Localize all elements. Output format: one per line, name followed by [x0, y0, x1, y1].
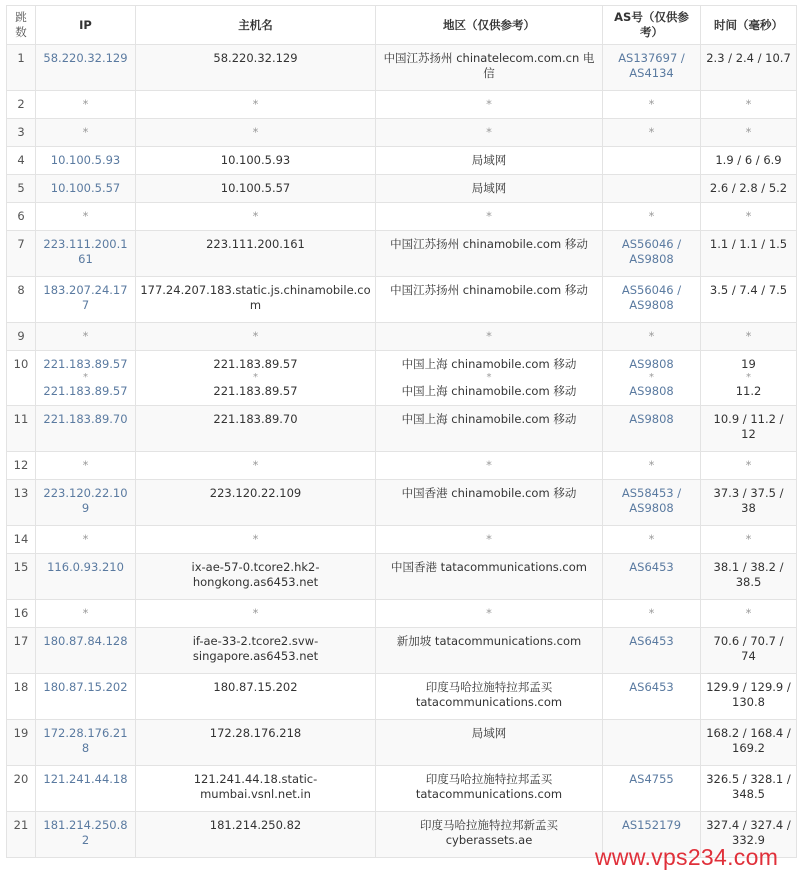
table-row — [7, 277, 797, 323]
table-row — [7, 119, 797, 147]
hostname-cell: * — [136, 600, 376, 628]
table-row — [7, 203, 797, 231]
hostname-cell-line: 221.183.89.57 — [213, 384, 298, 398]
latency-cell: 1.1 / 1.1 / 1.5 — [701, 231, 797, 277]
hostname-cell: 181.214.250.82 — [136, 812, 376, 858]
hostname-cell: * — [136, 323, 376, 351]
latency-cell: * — [701, 600, 797, 628]
table-row — [7, 554, 797, 600]
latency-cell: 37.3 / 37.5 / 38 — [701, 480, 797, 526]
asn-link — [603, 175, 701, 203]
ip-link: * — [36, 203, 136, 231]
latency-cell: 3.5 / 7.4 / 7.5 — [701, 277, 797, 323]
region-cell: * — [376, 600, 603, 628]
region-cell: * — [376, 452, 603, 480]
region-cell: * — [376, 119, 603, 147]
hostname-cell: * — [136, 203, 376, 231]
latency-cell: 327.4 / 327.4 / 332.9 — [701, 812, 797, 858]
ip-link: * — [36, 323, 136, 351]
hostname-cell-line: * — [253, 372, 258, 383]
latency-cell: 2.3 / 2.4 / 10.7 — [701, 45, 797, 91]
hostname-cell: 180.87.15.202 — [136, 674, 376, 720]
region-cell: 中国香港 chinamobile.com 移动 — [376, 480, 603, 526]
ip-link[interactable]: 180.87.15.202 — [36, 674, 136, 720]
asn-link[interactable]: AS152179 — [603, 812, 701, 858]
hop-number: 12 — [7, 452, 36, 480]
region-cell: 印度马哈拉施特拉邦孟买 tatacommunications.com — [376, 766, 603, 812]
table-row — [7, 323, 797, 351]
latency-cell-line: 11.2 — [735, 384, 762, 398]
ip-link: * — [36, 452, 136, 480]
ip-link[interactable]: 10.100.5.57 — [36, 175, 136, 203]
asn-link[interactable]: AS56046 / AS9808 — [603, 277, 701, 323]
asn-link — [603, 147, 701, 175]
hostname-cell: 223.120.22.109 — [136, 480, 376, 526]
latency-cell: 129.9 / 129.9 / 130.8 — [701, 674, 797, 720]
hop-number: 3 — [7, 119, 36, 147]
table-row — [7, 628, 797, 674]
hostname-cell: 121.241.44.18.static-mumbai.vsnl.net.in — [136, 766, 376, 812]
hop-number: 7 — [7, 231, 36, 277]
asn-link: * — [603, 323, 701, 351]
table-row — [7, 406, 797, 452]
ip-link: * — [36, 600, 136, 628]
region-cell: 中国上海 chinamobile.com 移动 — [376, 406, 603, 452]
hostname-cell: 10.100.5.93 — [136, 147, 376, 175]
table-row — [7, 766, 797, 812]
latency-cell-line: * — [746, 372, 751, 383]
ip-link-line: * — [83, 372, 88, 383]
region-cell: 局域网 — [376, 147, 603, 175]
hostname-cell: 223.111.200.161 — [136, 231, 376, 277]
hop-number: 15 — [7, 554, 36, 600]
latency-cell: * — [701, 452, 797, 480]
traceroute-table — [6, 5, 797, 858]
latency-cell: * — [701, 203, 797, 231]
ip-link[interactable]: 180.87.84.128 — [36, 628, 136, 674]
header-asn: AS号（仅供参考） — [603, 6, 701, 45]
region-cell: 印度马哈拉施特拉邦新孟买 cyberassets.ae — [376, 812, 603, 858]
region-cell: 中国江苏扬州 chinamobile.com 移动 — [376, 231, 603, 277]
hop-number: 16 — [7, 600, 36, 628]
asn-link[interactable]: AS137697 / AS4134 — [603, 45, 701, 91]
table-row — [7, 720, 797, 766]
ip-link-line[interactable]: 221.183.89.57 — [43, 384, 128, 398]
region-cell: 中国江苏扬州 chinatelecom.com.cn 电信 — [376, 45, 603, 91]
latency-cell: 326.5 / 328.1 / 348.5 — [701, 766, 797, 812]
hop-number: 17 — [7, 628, 36, 674]
asn-link: * — [603, 526, 701, 554]
hostname-cell: if-ae-33-2.tcore2.svw-singapore.as6453.net — [136, 628, 376, 674]
region-cell: * — [376, 91, 603, 119]
table-row — [7, 147, 797, 175]
ip-link[interactable] — [36, 351, 136, 406]
hostname-cell: 58.220.32.129 — [136, 45, 376, 91]
hop-number: 10 — [7, 351, 36, 406]
table-row — [7, 45, 797, 91]
latency-cell: * — [701, 323, 797, 351]
region-cell — [376, 351, 603, 406]
hostname-cell: * — [136, 119, 376, 147]
region-cell: 印度马哈拉施特拉邦孟买 tatacommunications.com — [376, 674, 603, 720]
table-row — [7, 526, 797, 554]
hop-number: 20 — [7, 766, 36, 812]
latency-cell: 1.9 / 6 / 6.9 — [701, 147, 797, 175]
asn-link-line[interactable]: AS9808 — [629, 384, 674, 398]
asn-link-line: * — [649, 372, 654, 383]
hop-number: 1 — [7, 45, 36, 91]
hop-number: 13 — [7, 480, 36, 526]
table-row — [7, 452, 797, 480]
ip-link: * — [36, 526, 136, 554]
hostname-cell: * — [136, 526, 376, 554]
region-cell-line: * — [486, 372, 492, 383]
table-header-row — [7, 6, 797, 45]
region-cell: * — [376, 323, 603, 351]
latency-cell — [701, 351, 797, 406]
latency-cell: * — [701, 526, 797, 554]
table-row — [7, 231, 797, 277]
table-row — [7, 600, 797, 628]
table-row — [7, 480, 797, 526]
header-ip: IP — [36, 6, 136, 45]
region-cell-line: 中国上海 chinamobile.com 移动 — [401, 384, 577, 398]
latency-cell: 38.1 / 38.2 / 38.5 — [701, 554, 797, 600]
latency-cell: 70.6 / 70.7 / 74 — [701, 628, 797, 674]
hostname-cell: 10.100.5.57 — [136, 175, 376, 203]
latency-cell: 168.2 / 168.4 / 169.2 — [701, 720, 797, 766]
region-cell: 局域网 — [376, 720, 603, 766]
ip-link: * — [36, 119, 136, 147]
header-time: 时间（毫秒） — [701, 6, 797, 45]
latency-cell: * — [701, 119, 797, 147]
asn-link[interactable]: AS56046 / AS9808 — [603, 231, 701, 277]
hop-number: 19 — [7, 720, 36, 766]
hostname-cell: * — [136, 91, 376, 119]
asn-link: * — [603, 91, 701, 119]
hop-number: 21 — [7, 812, 36, 858]
region-cell: * — [376, 526, 603, 554]
hostname-cell: ix-ae-57-0.tcore2.hk2-hongkong.as6453.net — [136, 554, 376, 600]
region-cell: * — [376, 203, 603, 231]
ip-link: * — [36, 91, 136, 119]
watermark: www.vps234.com — [595, 844, 779, 870]
latency-cell: 10.9 / 11.2 / 12 — [701, 406, 797, 452]
ip-link[interactable]: 223.111.200.161 — [36, 231, 136, 277]
asn-link[interactable]: AS9808 — [603, 406, 701, 452]
asn-link[interactable] — [603, 351, 701, 406]
header-hostname: 主机名 — [136, 6, 376, 45]
asn-link — [603, 720, 701, 766]
ip-link[interactable]: 181.214.250.82 — [36, 812, 136, 858]
table-row — [7, 812, 797, 858]
region-cell: 中国江苏扬州 chinamobile.com 移动 — [376, 277, 603, 323]
latency-cell-line: 19 — [741, 357, 756, 371]
asn-link[interactable]: AS58453 / AS9808 — [603, 480, 701, 526]
ip-link[interactable]: 58.220.32.129 — [36, 45, 136, 91]
hostname-cell-line: 221.183.89.57 — [213, 357, 298, 371]
asn-link[interactable]: AS6453 — [603, 554, 701, 600]
hop-number: 11 — [7, 406, 36, 452]
region-cell: 新加坡 tatacommunications.com — [376, 628, 603, 674]
asn-link: * — [603, 119, 701, 147]
asn-link[interactable]: AS6453 — [603, 674, 701, 720]
header-region: 地区（仅供参考） — [376, 6, 603, 45]
ip-link[interactable]: 221.183.89.70 — [36, 406, 136, 452]
table-row — [7, 674, 797, 720]
hostname-cell: 221.183.89.70 — [136, 406, 376, 452]
hop-number: 14 — [7, 526, 36, 554]
ip-link[interactable]: 172.28.176.218 — [36, 720, 136, 766]
asn-link: * — [603, 452, 701, 480]
region-cell-line: 中国上海 chinamobile.com 移动 — [401, 357, 577, 371]
asn-link-line[interactable]: AS9808 — [629, 357, 674, 371]
hostname-cell: * — [136, 452, 376, 480]
hostname-cell — [136, 351, 376, 406]
hop-number: 4 — [7, 147, 36, 175]
hop-number: 8 — [7, 277, 36, 323]
hop-number: 5 — [7, 175, 36, 203]
table-row — [7, 351, 797, 406]
ip-link[interactable]: 10.100.5.93 — [36, 147, 136, 175]
hop-number: 18 — [7, 674, 36, 720]
ip-link-line[interactable]: 221.183.89.57 — [43, 357, 128, 371]
region-cell: 局域网 — [376, 175, 603, 203]
asn-link[interactable]: AS6453 — [603, 628, 701, 674]
hostname-cell: 177.24.207.183.static.js.chinamobile.com — [136, 277, 376, 323]
asn-link[interactable]: AS4755 — [603, 766, 701, 812]
ip-link[interactable]: 183.207.24.177 — [36, 277, 136, 323]
hop-number: 2 — [7, 91, 36, 119]
region-cell: 中国香港 tatacommunications.com — [376, 554, 603, 600]
asn-link: * — [603, 203, 701, 231]
header-hop: 跳数 — [7, 6, 36, 45]
latency-cell: 2.6 / 2.8 / 5.2 — [701, 175, 797, 203]
asn-link: * — [603, 600, 701, 628]
table-row — [7, 175, 797, 203]
table-row — [7, 91, 797, 119]
ip-link[interactable]: 116.0.93.210 — [36, 554, 136, 600]
ip-link[interactable]: 121.241.44.18 — [36, 766, 136, 812]
hostname-cell: 172.28.176.218 — [136, 720, 376, 766]
hop-number: 9 — [7, 323, 36, 351]
hop-number: 6 — [7, 203, 36, 231]
latency-cell: * — [701, 91, 797, 119]
ip-link[interactable]: 223.120.22.109 — [36, 480, 136, 526]
